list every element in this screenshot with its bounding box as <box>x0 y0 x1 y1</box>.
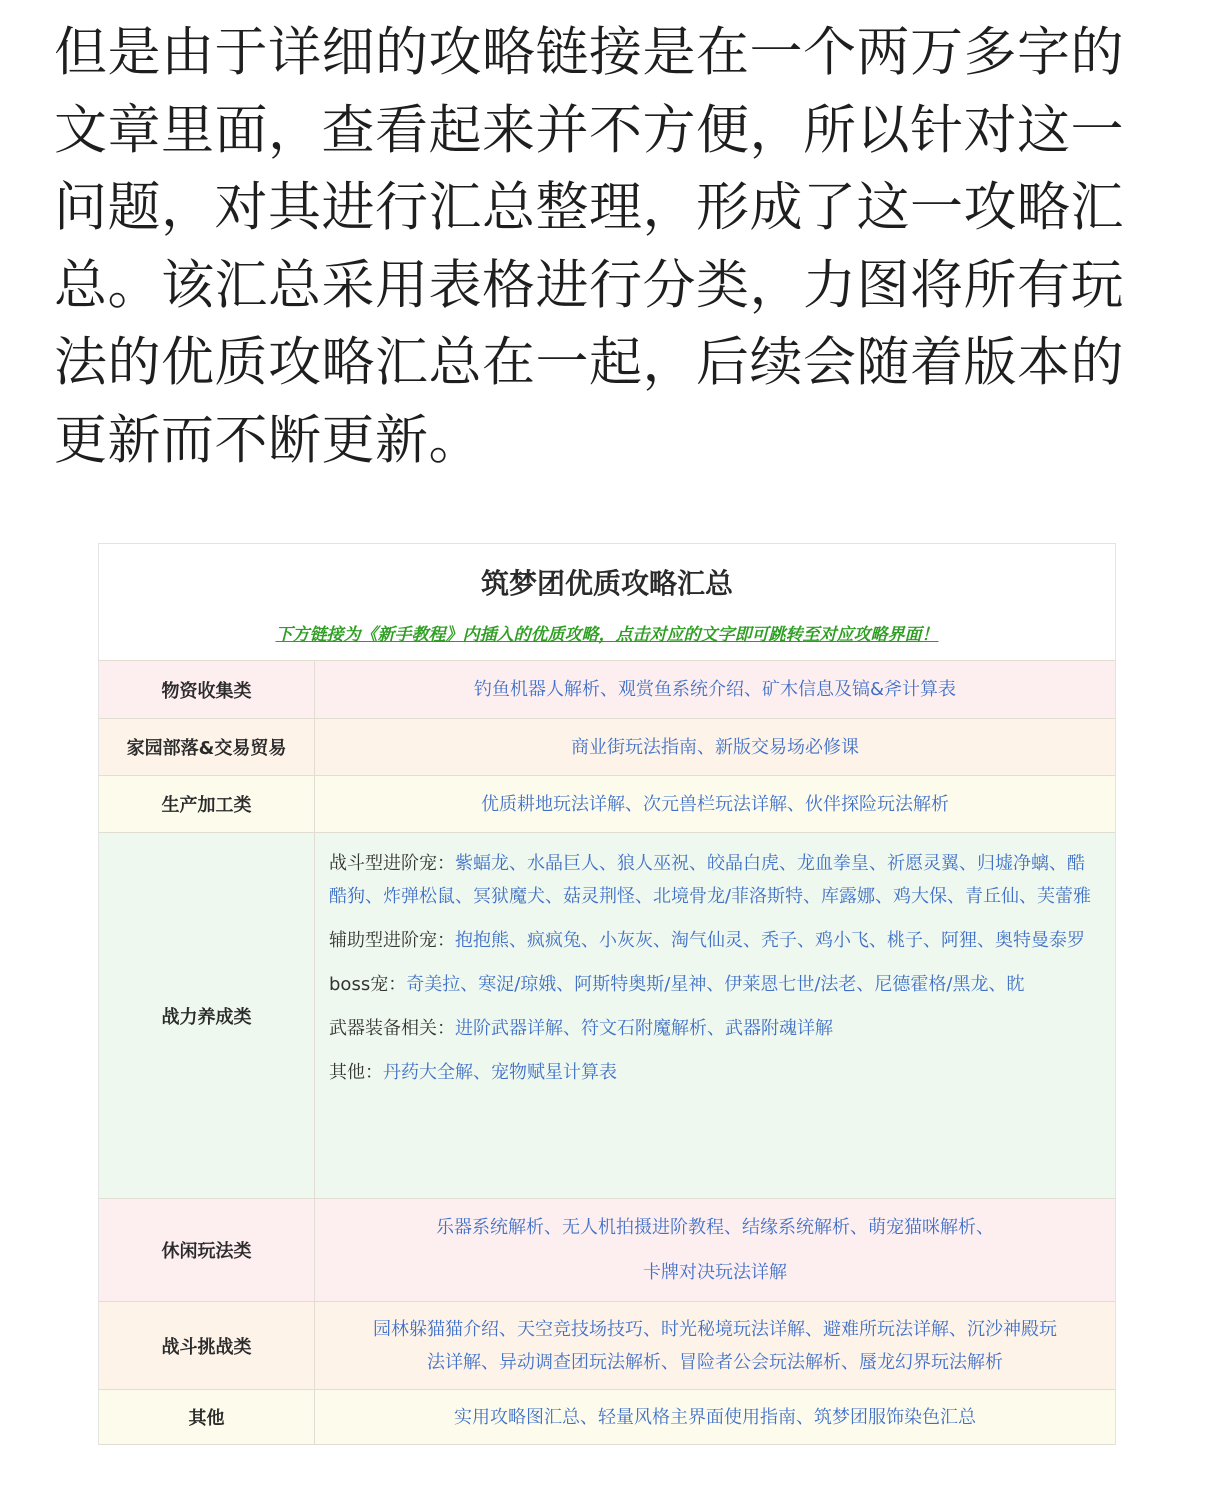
links-cell[interactable]: 实用攻略图汇总、轻量风格主界面使用指南、筑梦团服饰染色汇总 <box>454 1406 976 1428</box>
guide-summary-card <box>98 543 1116 1445</box>
links-cell <box>315 833 1115 1198</box>
group-links[interactable]: 丹药大全解、宠物赋星计算表 <box>383 1062 617 1083</box>
links-cell <box>315 1199 1115 1301</box>
group-label: 其他： <box>329 1062 383 1083</box>
group-label: boss宠： <box>329 974 407 995</box>
table-row <box>99 718 1115 775</box>
intro-paragraph: 但是由于详细的攻略链接是在一个两万多字的文章里面，查看起来并不方便，所以针对这一问题，对其进行汇总整理，形成了这一攻略汇总。该汇总采用表格进行分类，力图将所有玩法的优质攻略汇总在一起，后续会随着版本的更新而不断更新。 <box>54 22 1124 471</box>
link-group <box>329 1012 833 1045</box>
group-links[interactable]: 进阶武器详解、符文石附魔解析、武器附魂详解 <box>455 1018 833 1039</box>
links-line[interactable]: 法详解、异动调查团玩法解析、冒险者公会玩法解析、蜃龙幻界玩法解析 <box>427 1351 1003 1373</box>
link-group <box>329 847 1093 913</box>
links-cell[interactable]: 优质耕地玩法详解、次元兽栏玩法详解、伙伴探险玩法解析 <box>481 793 949 815</box>
category-cell: 生产加工类 <box>99 776 315 832</box>
table-row <box>99 775 1115 832</box>
category-cell: 其他 <box>99 1390 315 1444</box>
category-cell: 战力养成类 <box>99 833 315 1198</box>
links-line[interactable]: 乐器系统解析、无人机拍摄进阶教程、结缘系统解析、萌宠猫咪解析、 <box>436 1217 994 1238</box>
links-cell <box>315 1302 1115 1389</box>
group-label: 武器装备相关： <box>329 1018 455 1039</box>
group-links[interactable]: 抱抱熊、疯疯兔、小灰灰、淘气仙灵、秃子、鸡小飞、桃子、阿狸、奥特曼泰罗 <box>455 930 1085 951</box>
category-cell: 休闲玩法类 <box>99 1199 315 1301</box>
link-group <box>329 924 1085 957</box>
group-links[interactable]: 紫蝠龙、水晶巨人、狼人巫祝、皎晶白虎、龙血拳皇、祈愿灵翼、归墟净螭、酷酷狗、炸弹松鼠、冥狱魔犬、菇灵荆怪、北境骨龙/菲洛斯特、库露娜、鸡大保、青丘仙、芙蕾雅 <box>329 853 1092 907</box>
category-cell: 家园部落&交易贸易 <box>99 719 315 775</box>
link-group <box>329 968 1024 1001</box>
table-row <box>99 660 1115 718</box>
links-cell[interactable]: 钓鱼机器人解析、观赏鱼系统介绍、矿木信息及镐&斧计算表 <box>473 679 957 700</box>
group-label: 战斗型进阶宠： <box>329 853 455 874</box>
link-group <box>329 1056 617 1089</box>
group-label: 辅助型进阶宠： <box>329 930 455 951</box>
card-subtitle-link[interactable]: 下方链接为《新手教程》内插入的优质攻略，点击对应的文字即可跳转至对应攻略界面！ <box>275 625 939 645</box>
category-cell: 物资收集类 <box>99 661 315 718</box>
table-row <box>99 1301 1115 1389</box>
table-row <box>99 1389 1115 1445</box>
card-title: 筑梦团优质攻略汇总 <box>480 567 733 600</box>
table-row <box>99 832 1115 1198</box>
table-row <box>99 1198 1115 1301</box>
group-links[interactable]: 奇美拉、寒浞/琼娥、阿斯特奥斯/星神、伊莱恩七世/法老、尼德霍格/黑龙、眈 <box>406 974 1025 995</box>
links-line[interactable]: 园林躲猫猫介绍、天空竞技场技巧、时光秘境玩法详解、避难所玩法详解、沉沙神殿玩 <box>373 1318 1057 1340</box>
links-cell[interactable]: 商业街玩法指南、新版交易场必修课 <box>571 736 859 758</box>
category-cell: 战斗挑战类 <box>99 1302 315 1389</box>
links-line[interactable]: 卡牌对决玩法详解 <box>643 1262 787 1283</box>
